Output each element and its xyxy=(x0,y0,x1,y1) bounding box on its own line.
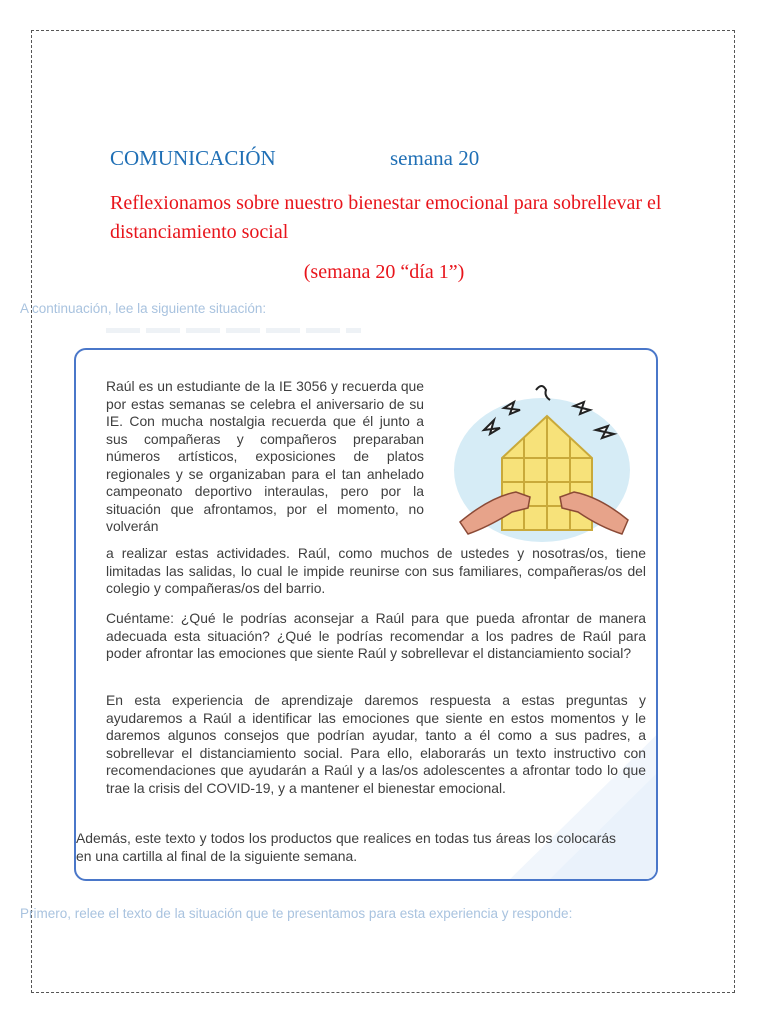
situation-card xyxy=(74,348,658,881)
subject-heading: COMUNICACIÓN xyxy=(110,146,276,170)
header xyxy=(110,146,670,176)
situation-paragraph-1-continued: a realizar estas actividades. Raúl, como muchos de ustedes y nosotras/os, tiene limitadas las salidas, lo cual le impide reunirse con sus familiares, compañeras/os del colegio y compañeras/os del barrio. xyxy=(106,545,646,596)
instruction-top: A continuación, lee la siguiente situación: xyxy=(20,301,267,316)
situation-paragraph-2: Cuéntame: ¿Qué le podrías aconsejar a Raúl para que pueda afrontar de manera adecuada esta situación? ¿Qué le podrías recomendar a los padres de Raúl para poder afrontar las emociones que siente Raúl y sobrellevar el distanciamiento social? xyxy=(106,610,646,661)
situation-paragraph-4: Además, este texto y todos los productos que realices en todas tus áreas los colocarás en una cartilla al final de la siguiente semana. xyxy=(76,830,616,864)
situation-paragraph-3: En esta experiencia de aprendizaje daremos respuesta a estas preguntas y ayudaremos a Raúl a identificar las emociones que siente en estos momentos y le daremos algunos consejos que podrían ayudar, tanto a él como a sus padres, a sobrellevar el distanciamiento social. Para ello, elaborarás un texto instructivo con recomendaciones que ayudarán a Raúl y a las/os adolescentes a afrontar todo lo que trae la crisis del COVID-19, y a mantener el bienestar emocional. xyxy=(106,692,646,796)
instruction-bottom: Primero, relee el texto de la situación que te presentamos para esta experiencia y responde: xyxy=(20,906,573,921)
week-heading: semana 20 xyxy=(390,146,480,170)
house-held-by-hands-icon xyxy=(450,372,630,547)
faded-text-line xyxy=(106,328,361,333)
lesson-title: Reflexionamos sobre nuestro bienestar emocional para sobrellevar el distanciamiento social xyxy=(110,192,662,243)
situation-paragraph-1: Raúl es un estudiante de la IE 3056 y recuerda que por estas semanas se celebra el aniversario de su IE. Con mucha nostalgia recuerda que él junto a sus compañeras y compañeros preparaban números artísticos, exposiciones de platos regionales y se organizaban para el tan anhelado campeonato deportivo interaulas, pero por la situación que afrontamos, por el momento, no volverán xyxy=(106,378,424,534)
day-label: (semana 20 “día 1”) xyxy=(303,261,465,283)
